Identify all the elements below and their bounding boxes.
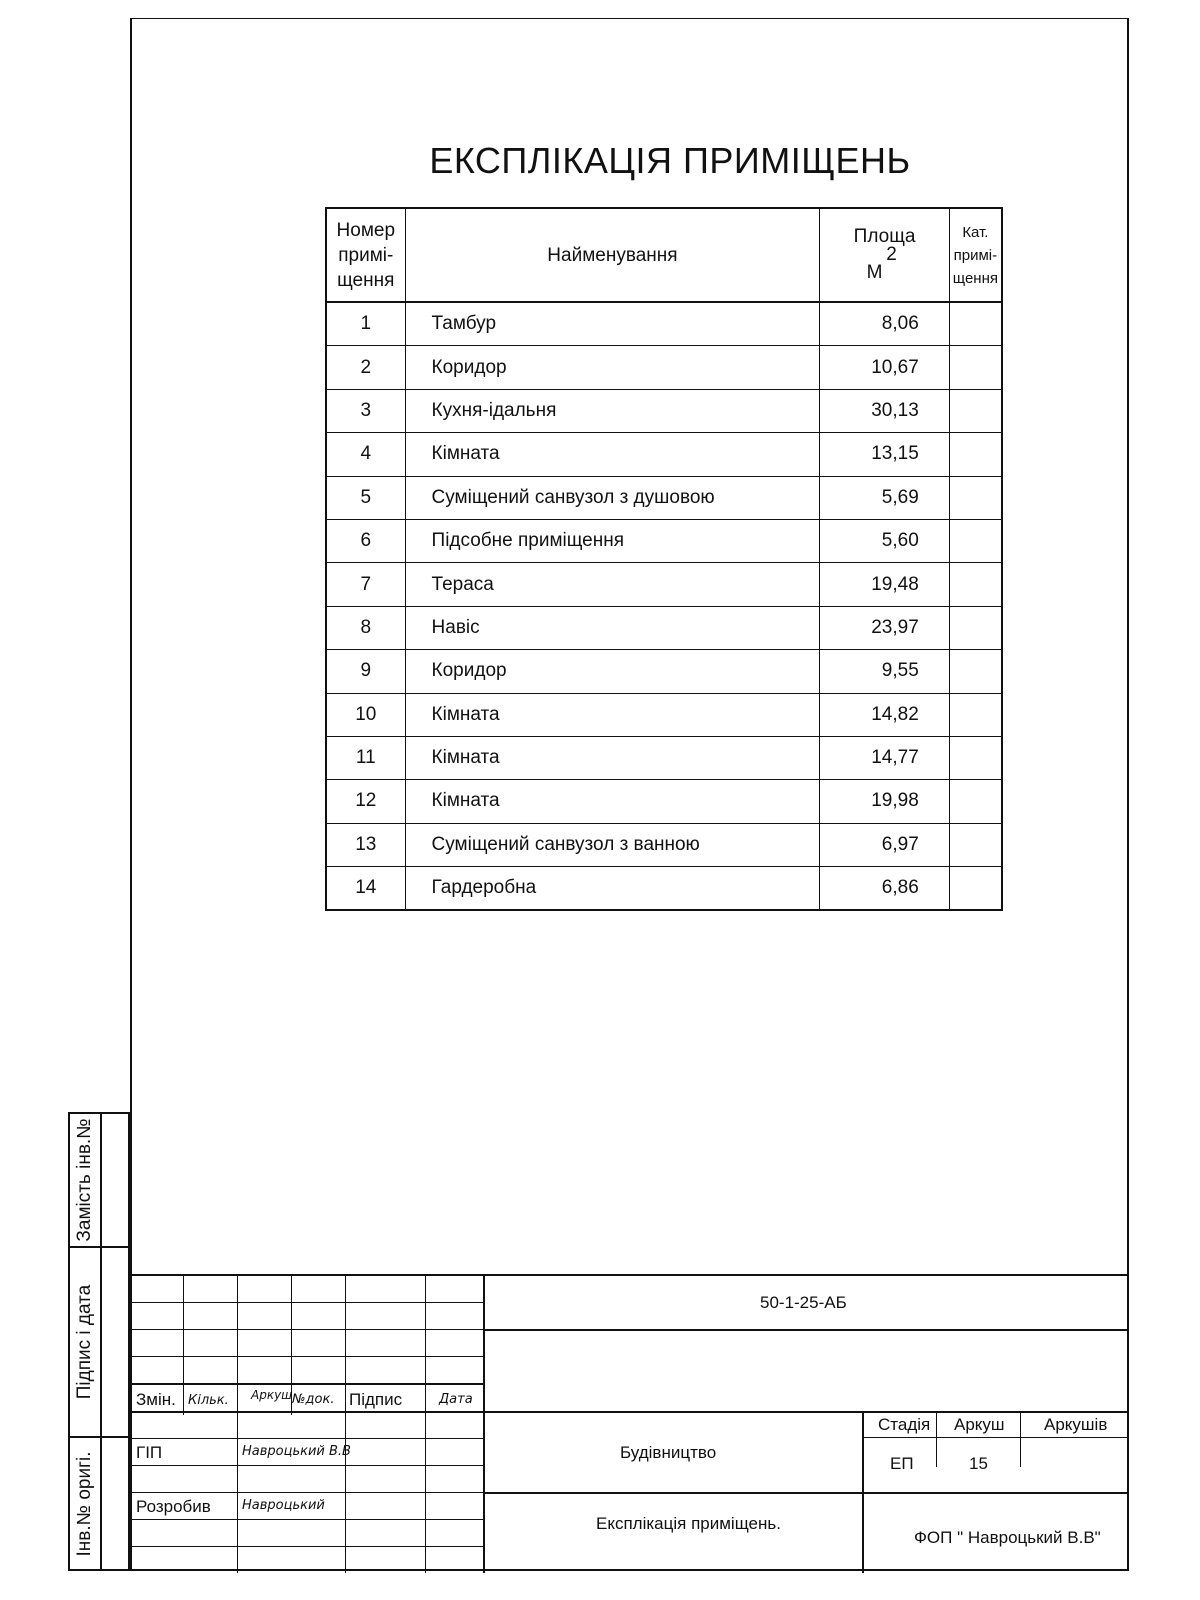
room-name-cell: Коридор [405, 650, 820, 693]
sheets-label: Аркушів [1044, 1415, 1108, 1434]
gip-name: Навроцький В.В [242, 1444, 351, 1459]
room-number-cell: 10 [326, 693, 405, 736]
header-name: Найменування [405, 208, 820, 302]
room-category-cell [949, 389, 1002, 432]
header-number-line: примі- [338, 244, 394, 266]
table-row [326, 302, 1002, 346]
stamp-inv-orig-label: Інв.№ оригі. [74, 1451, 95, 1556]
header-number [326, 208, 405, 302]
stage-label: Стадія [878, 1415, 931, 1434]
room-category-cell [949, 693, 1002, 736]
room-area-cell: 23,97 [820, 606, 949, 649]
room-number-cell: 5 [326, 476, 405, 519]
header-category-line: щення [952, 269, 998, 287]
room-area-cell: 5,69 [820, 476, 949, 519]
room-number-cell: 13 [326, 823, 405, 866]
stage-value: ЕП [890, 1454, 914, 1473]
stamp-inv-orig [68, 1438, 130, 1571]
room-category-cell [949, 606, 1002, 649]
room-category-cell [949, 563, 1002, 606]
table-row [326, 389, 1002, 432]
header-number-line: Номер [336, 219, 396, 241]
title-block [130, 1274, 1129, 1571]
room-name-cell: Навіс [405, 606, 820, 649]
room-area-cell: 8,06 [820, 302, 949, 346]
room-area-cell: 14,82 [820, 693, 949, 736]
col-kilk: Кільк. [188, 1393, 229, 1408]
header-category-line: Кат. [962, 223, 989, 241]
room-number-cell: 14 [326, 867, 405, 911]
header-area [820, 208, 949, 302]
company-name: ФОП " Навроцький В.В" [914, 1528, 1101, 1547]
room-name-cell: Суміщений санвузол з душовою [405, 476, 820, 519]
room-category-cell [949, 736, 1002, 779]
page-title: ЕКСПЛІКАЦІЯ ПРИМІЩЕНЬ [429, 140, 911, 181]
room-area-cell: 30,13 [820, 389, 949, 432]
stamp-sign-date-label: Підпис і дата [74, 1284, 95, 1400]
developer-label: Розробив [136, 1497, 211, 1516]
room-category-cell [949, 519, 1002, 562]
rooms-table [325, 207, 1003, 911]
room-number-cell: 3 [326, 389, 405, 432]
room-number-cell: 12 [326, 780, 405, 823]
room-area-cell: 19,48 [820, 563, 949, 606]
table-row [326, 606, 1002, 649]
room-category-cell [949, 476, 1002, 519]
room-area-cell: 6,86 [820, 867, 949, 911]
stamp-sign-date [68, 1248, 130, 1438]
room-number-cell: 11 [326, 736, 405, 779]
room-category-cell [949, 780, 1002, 823]
stamp-replace-inv [68, 1112, 130, 1248]
room-name-cell: Кімната [405, 780, 820, 823]
room-area-cell: 10,67 [820, 346, 949, 389]
room-area-cell: 13,15 [820, 433, 949, 476]
room-area-cell: 5,60 [820, 519, 949, 562]
room-number-cell: 8 [326, 606, 405, 649]
object-name: Будівництво [620, 1443, 717, 1462]
room-name-cell: Суміщений санвузол з ванною [405, 823, 820, 866]
header-area-line: Площа [853, 226, 916, 247]
col-zmin: Змін. [136, 1390, 176, 1409]
col-pidpys: Підпис [349, 1390, 403, 1409]
stamp-replace-inv-label: Замість інв.№ [74, 1118, 95, 1242]
col-data: Дата [439, 1392, 473, 1407]
table-row [326, 346, 1002, 389]
table-row [326, 867, 1002, 911]
room-name-cell: Гардеробна [405, 867, 820, 911]
table-row [326, 736, 1002, 779]
table-row [326, 823, 1002, 866]
developer-name: Навроцький [242, 1498, 325, 1513]
table-row [326, 780, 1002, 823]
room-number-cell: 2 [326, 346, 405, 389]
sheet-label: Аркуш [954, 1415, 1005, 1434]
room-category-cell [949, 346, 1002, 389]
table-row [326, 650, 1002, 693]
table-row [326, 693, 1002, 736]
room-name-cell: Кімната [405, 693, 820, 736]
room-number-cell: 1 [326, 302, 405, 346]
gip-label: ГІП [136, 1443, 163, 1462]
table-row [326, 563, 1002, 606]
project-code: 50-1-25-АБ [760, 1293, 847, 1312]
room-name-cell: Кухня-ідальня [405, 389, 820, 432]
room-area-cell: 14,77 [820, 736, 949, 779]
room-name-cell: Коридор [405, 346, 820, 389]
col-arkush: Аркуш [251, 1388, 293, 1402]
room-area-cell: 9,55 [820, 650, 949, 693]
room-number-cell: 4 [326, 433, 405, 476]
room-name-cell: Тераса [405, 563, 820, 606]
header-number-line: щення [337, 269, 395, 291]
room-category-cell [949, 650, 1002, 693]
room-name-cell: Тамбур [405, 302, 820, 346]
room-number-cell: 7 [326, 563, 405, 606]
room-category-cell [949, 823, 1002, 866]
room-name-cell: Кімната [405, 433, 820, 476]
room-number-cell: 6 [326, 519, 405, 562]
sheet-title: Експлікація приміщень. [596, 1514, 781, 1533]
room-category-cell [949, 433, 1002, 476]
room-category-cell [949, 867, 1002, 911]
header-area-line: 2 [886, 244, 897, 265]
room-area-cell: 6,97 [820, 823, 949, 866]
header-category [949, 208, 1002, 302]
room-category-cell [949, 302, 1002, 346]
room-name-cell: Підсобне приміщення [405, 519, 820, 562]
header-category-line: примі- [953, 246, 998, 264]
room-name-cell: Кімната [405, 736, 820, 779]
room-area-cell: 19,98 [820, 780, 949, 823]
sheet-value: 15 [969, 1454, 988, 1473]
table-row [326, 476, 1002, 519]
table-row [326, 519, 1002, 562]
header-area-line: М [866, 262, 883, 283]
table-header-row [326, 208, 1002, 302]
col-ndok: №док. [292, 1392, 335, 1407]
room-number-cell: 9 [326, 650, 405, 693]
table-row [326, 433, 1002, 476]
